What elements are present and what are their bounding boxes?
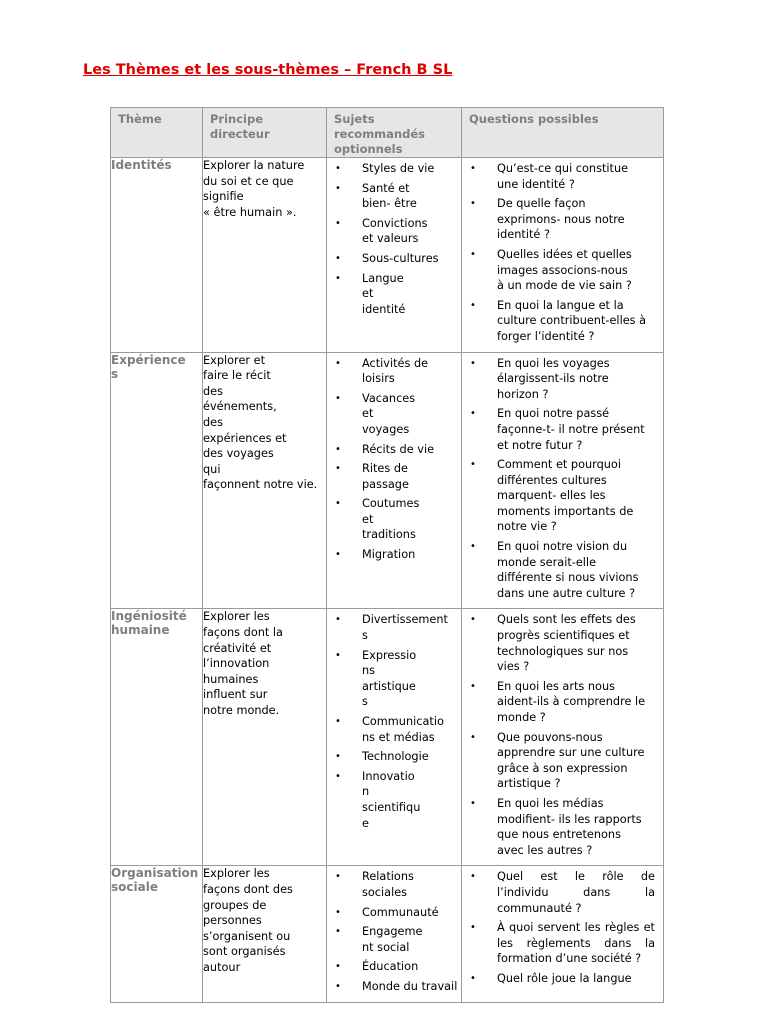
question-text: De quelle façon exprimons- nous notre identité ?: [497, 197, 625, 242]
header-principle: Principe directeur: [203, 108, 327, 158]
bullet-icon: •: [470, 408, 476, 420]
topic-text: Migration: [362, 548, 416, 562]
bullet-icon: •: [470, 797, 476, 809]
theme-cell: [111, 609, 203, 866]
bullet-icon: •: [335, 182, 341, 194]
topic-text: Communicatio ns et médias: [362, 715, 444, 744]
bullet-icon: •: [470, 163, 476, 174]
list-item: [327, 959, 461, 975]
question-text: Qu’est-ce qui constitue une identité ?: [497, 162, 629, 191]
topic-text: Langue et identité: [362, 271, 406, 316]
list-item: [327, 924, 461, 955]
list-item: [327, 612, 461, 643]
bullet-icon: •: [335, 272, 341, 284]
bullet-icon: •: [335, 392, 341, 404]
document-title: Les Thèmes et les sous-thèmes – French B SL: [83, 62, 453, 78]
list-item: [327, 271, 461, 318]
topic-text: Sous-cultures: [362, 251, 439, 265]
topic-text: Santé et bien- être: [362, 181, 417, 211]
table-row: [111, 352, 664, 609]
table-row: [111, 158, 664, 353]
bullet-icon: •: [335, 926, 341, 938]
topic-text: Technologie: [362, 750, 429, 764]
theme-cell: [111, 352, 203, 609]
principle-text: Explorer et faire le récit des événements, des expériences et des voyages qui façonnent notre vie.: [203, 353, 318, 492]
bullet-icon: •: [470, 680, 476, 692]
question-text: En quoi les voyages élargissent-ils notre horizon ?: [497, 356, 610, 401]
bullet-icon: •: [335, 871, 341, 883]
theme-text: Expérience s: [111, 352, 186, 381]
bullet-icon: •: [470, 922, 476, 934]
question-text: En quoi notre passé façonne-t- il notre présent et notre futur ?: [497, 407, 645, 452]
bullet-icon: •: [335, 961, 341, 973]
bullet-icon: •: [470, 198, 476, 210]
list-item: [327, 769, 461, 831]
bullet-icon: •: [335, 649, 341, 661]
topics-cell: [327, 158, 462, 353]
topic-text: Rites de passage: [362, 462, 409, 491]
bullet-icon: •: [470, 614, 476, 626]
question-text: Quel rôle joue la langue: [497, 971, 632, 985]
themes-table: [110, 107, 664, 1003]
bullet-icon: •: [470, 541, 476, 553]
bullet-icon: •: [470, 357, 476, 369]
theme-text: Organisation sociale: [111, 866, 199, 895]
bullet-icon: •: [335, 443, 341, 455]
list-item: [327, 547, 461, 563]
list-item: [327, 905, 461, 921]
bullet-icon: •: [335, 163, 341, 174]
list-item: [462, 196, 663, 243]
principle-cell: [203, 609, 327, 866]
question-text: Quel est le rôle de l’individu dans la communauté ?: [497, 870, 655, 915]
topic-text: Styles de vie: [362, 162, 435, 175]
list-item: [462, 869, 663, 916]
question-text: En quoi les arts nous aident-ils à comprendre le monde ?: [497, 679, 646, 724]
questions-cell: [462, 158, 664, 353]
topic-text: Communauté: [362, 905, 439, 919]
list-item: [327, 442, 461, 458]
list-item: [462, 612, 663, 674]
theme-cell: Identités: [111, 158, 203, 353]
list-item: [327, 496, 461, 543]
principle-text: Explorer la nature du soi et ce que signifie « être humain ».: [203, 159, 305, 219]
question-text: À quoi servent les règles et les règlements dans la formation d’une société ?: [497, 921, 655, 966]
topics-cell: [327, 866, 462, 1002]
list-item: [462, 161, 663, 192]
principle-text: Explorer les façons dont la créativité et l’innovation humaines influent sur notre monde.: [203, 610, 283, 717]
principle-text: Explorer les façons dont des groupes de personnes s’organisent ou sont organisés autour: [203, 867, 293, 974]
topics-cell: [327, 352, 462, 609]
list-item: [327, 461, 461, 492]
list-item: [462, 406, 663, 453]
topic-text: Vacances et voyages: [362, 391, 416, 436]
list-item: [327, 979, 461, 995]
theme-cell: [111, 866, 203, 1002]
topic-text: Coutumes et traditions: [362, 497, 420, 542]
bullet-icon: •: [335, 549, 341, 561]
header-theme: Thème: [111, 108, 203, 158]
topic-text: Divertissement s: [362, 613, 448, 643]
bullet-icon: •: [335, 498, 341, 510]
header-questions: Questions possibles: [462, 108, 664, 158]
principle-cell: [203, 158, 327, 353]
bullet-icon: •: [335, 751, 341, 763]
list-item: [462, 298, 663, 345]
bullet-icon: •: [470, 459, 476, 471]
bullet-icon: •: [470, 731, 476, 743]
topic-text: Activités de loisirs: [362, 356, 429, 386]
list-item: [462, 679, 663, 726]
list-item: [327, 216, 461, 247]
bullet-icon: •: [470, 299, 476, 311]
topic-text: Expressio ns artistique s: [362, 648, 417, 709]
questions-cell: [462, 609, 664, 866]
bullet-icon: •: [335, 357, 341, 369]
bullet-icon: •: [335, 614, 341, 626]
question-text: En quoi notre vision du monde serait-elle différente si nous vivions dans une autre culture ?: [497, 540, 639, 600]
list-item: [327, 648, 461, 710]
list-item: [462, 796, 663, 858]
principle-cell: [203, 866, 327, 1002]
topic-text: Innovatio n scientifiqu e: [362, 769, 421, 830]
topic-text: Monde du travail: [362, 979, 458, 993]
bullet-icon: •: [470, 972, 476, 984]
list-item: [327, 181, 461, 212]
list-item: [327, 356, 461, 387]
list-item: [327, 749, 461, 765]
bullet-icon: •: [470, 871, 476, 883]
question-text: En quoi les médias modifient- ils les rapports que nous entretenons avec les autres ?: [497, 796, 642, 857]
list-item: [327, 161, 461, 177]
table-row: [111, 609, 664, 866]
bullet-icon: •: [335, 217, 341, 229]
list-item: [327, 714, 461, 745]
topic-text: Récits de vie: [362, 442, 435, 456]
question-text: Quels sont les effets des progrès scientifiques et technologiques sur nos vies ?: [497, 613, 636, 674]
header-topics: Sujets recommandés optionnels: [327, 108, 462, 158]
list-item: [462, 920, 663, 967]
list-item: [462, 971, 663, 987]
bullet-icon: •: [335, 252, 341, 264]
bullet-icon: •: [470, 248, 476, 260]
list-item: [462, 730, 663, 792]
principle-cell: [203, 352, 327, 609]
table-header-row: [111, 108, 664, 158]
question-text: Comment et pourquoi différentes cultures marquent- elles les moments importants de notre vie ?: [497, 458, 634, 534]
list-item: [327, 869, 461, 900]
topic-text: Relations sociales: [362, 870, 414, 899]
list-item: [462, 539, 663, 601]
bullet-icon: •: [335, 716, 341, 727]
topic-text: Convictions et valeurs: [362, 216, 428, 246]
bullet-icon: •: [335, 980, 341, 992]
question-text: Que pouvons-nous apprendre sur une culture grâce à son expression artistique ?: [497, 730, 645, 791]
list-item: [462, 247, 663, 294]
theme-text: Ingéniosité humaine: [111, 609, 187, 638]
topic-text: Éducation: [362, 960, 419, 974]
bullet-icon: •: [335, 463, 341, 475]
list-item: [462, 356, 663, 403]
questions-cell: [462, 866, 664, 1002]
question-text: Quelles idées et quelles images associons-nous à un mode de vie sain ?: [497, 247, 632, 293]
list-item: [327, 391, 461, 438]
list-item: [327, 251, 461, 267]
bullet-icon: •: [335, 770, 341, 782]
bullet-icon: •: [335, 906, 341, 918]
list-item: [462, 457, 663, 535]
questions-cell: [462, 352, 664, 609]
table-row: [111, 866, 664, 1002]
topic-text: Engageme nt social: [362, 925, 423, 954]
topics-cell: [327, 609, 462, 866]
question-text: En quoi la langue et la culture contribuent-elles à forger l’identité ?: [497, 298, 647, 343]
